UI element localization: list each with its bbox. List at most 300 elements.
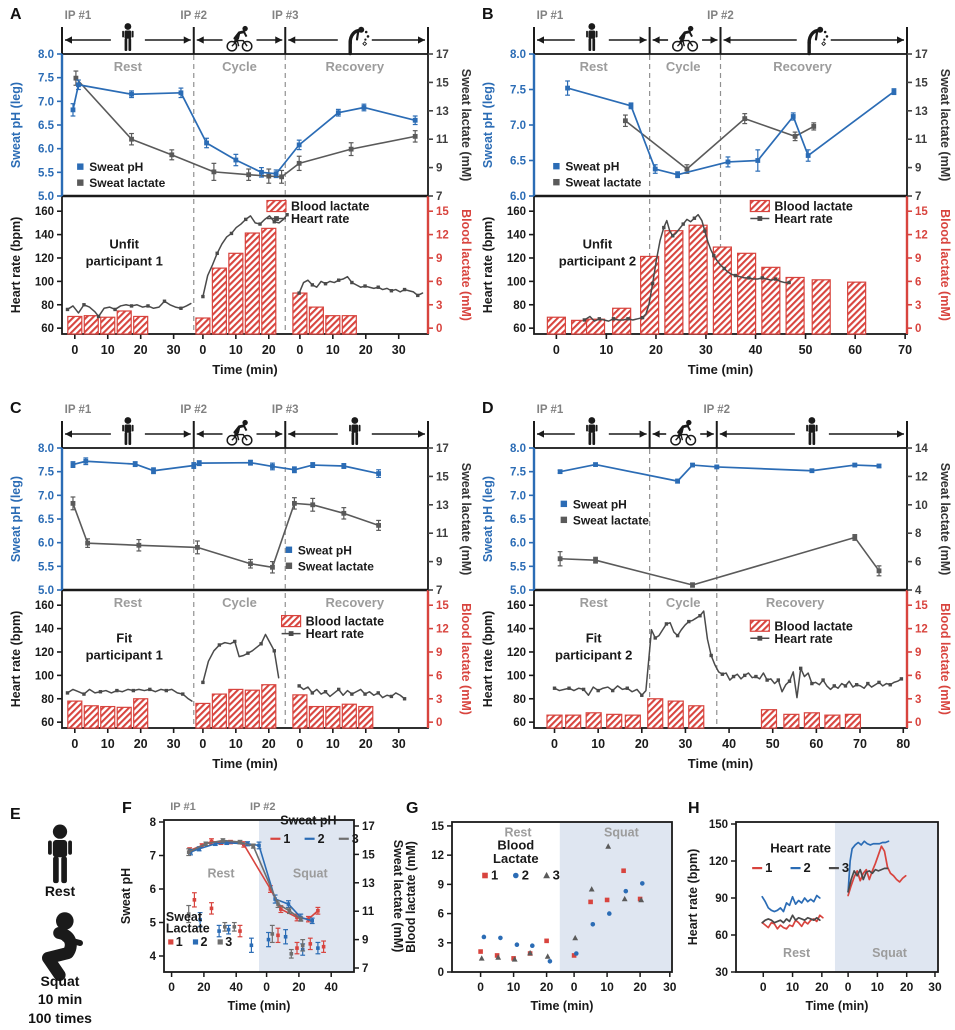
svg-text:Lactate: Lactate: [493, 850, 539, 866]
svg-text:150: 150: [708, 819, 728, 831]
svg-text:80: 80: [513, 299, 526, 312]
svg-text:Recovery: Recovery: [773, 59, 832, 74]
svg-text:Sweat pH: Sweat pH: [119, 867, 133, 925]
svg-text:6: 6: [436, 276, 443, 289]
svg-text:140: 140: [506, 623, 526, 636]
svg-text:3: 3: [351, 831, 359, 846]
svg-text:10: 10: [870, 980, 885, 994]
svg-text:3: 3: [915, 299, 922, 312]
svg-text:12: 12: [915, 623, 928, 636]
svg-text:10: 10: [100, 343, 115, 357]
svg-text:0: 0: [71, 343, 79, 357]
person-icon: [122, 23, 133, 51]
svg-text:8: 8: [149, 817, 156, 829]
rest-label: Rest: [44, 883, 76, 899]
squat-person-icon: [28, 910, 92, 972]
blood-lactate-legend: [482, 837, 560, 882]
sweat-legend: [553, 160, 642, 190]
svg-text:2: 2: [521, 867, 530, 883]
svg-text:9: 9: [436, 162, 443, 175]
svg-text:3: 3: [915, 693, 922, 706]
svg-text:6: 6: [915, 670, 922, 683]
svg-text:13: 13: [436, 105, 449, 118]
svg-text:20: 20: [900, 980, 914, 994]
svg-text:30: 30: [678, 737, 693, 751]
svg-text:Sweat pH (leg): Sweat pH (leg): [9, 81, 23, 169]
panel-c-chart: [6, 400, 473, 790]
svg-text:0: 0: [915, 323, 922, 336]
svg-text:7: 7: [362, 963, 369, 975]
svg-text:Time (min): Time (min): [805, 999, 869, 1013]
panel-a-label: A: [10, 6, 22, 23]
svg-text:9: 9: [437, 879, 444, 892]
panel-d-label: D: [482, 400, 494, 417]
svg-text:Sweat pH: Sweat pH: [565, 159, 620, 174]
svg-text:7.5: 7.5: [38, 72, 54, 85]
cyclist-icon: [227, 420, 252, 445]
svg-text:5.5: 5.5: [510, 561, 526, 574]
svg-text:9: 9: [915, 162, 922, 175]
sweat-ph-series: [558, 462, 882, 483]
svg-text:12: 12: [436, 229, 449, 242]
svg-text:30: 30: [928, 980, 942, 994]
svg-text:IP #1: IP #1: [64, 404, 92, 416]
svg-text:120: 120: [506, 252, 526, 265]
svg-text:Cycle: Cycle: [665, 595, 701, 610]
svg-text:20: 20: [261, 737, 276, 751]
svg-text:20: 20: [261, 343, 276, 357]
svg-text:0: 0: [199, 343, 207, 357]
panel-c: [6, 400, 473, 796]
svg-text:6.5: 6.5: [510, 514, 526, 526]
svg-text:140: 140: [34, 623, 54, 636]
svg-text:Unfit: Unfit: [109, 236, 140, 252]
sweat-legend: [77, 160, 166, 190]
svg-text:0: 0: [296, 343, 304, 357]
svg-text:1: 1: [283, 831, 291, 846]
svg-text:Heart rate: Heart rate: [290, 212, 350, 227]
squat-label-1: Squat: [40, 973, 80, 990]
svg-text:80: 80: [513, 693, 526, 706]
svg-text:5: 5: [149, 917, 156, 930]
participant-label: [559, 237, 636, 269]
bottom-legend: [750, 200, 853, 227]
cyclist-icon: [673, 26, 698, 51]
svg-text:0: 0: [570, 980, 578, 994]
svg-text:Sweat: Sweat: [165, 909, 203, 924]
panel-b-label: B: [482, 6, 494, 23]
participant-label: [86, 631, 163, 663]
svg-text:Sweat pH (leg): Sweat pH (leg): [481, 475, 495, 563]
svg-text:30: 30: [698, 343, 713, 357]
svg-text:7.0: 7.0: [38, 490, 54, 503]
svg-text:IP #1: IP #1: [536, 404, 564, 416]
svg-text:8.0: 8.0: [510, 443, 526, 455]
svg-text:Unfit: Unfit: [582, 236, 613, 252]
svg-text:6.0: 6.0: [38, 537, 54, 550]
svg-text:140: 140: [506, 229, 526, 242]
svg-text:10: 10: [599, 343, 614, 357]
svg-text:9: 9: [915, 252, 922, 265]
bottom-legend: [267, 200, 370, 227]
svg-text:participant 2: participant 2: [558, 253, 637, 269]
svg-text:Sweat lactate (mM): Sweat lactate (mM): [938, 68, 952, 182]
panel-h-label: H: [688, 800, 700, 817]
svg-text:50: 50: [798, 343, 813, 357]
svg-text:20: 20: [633, 980, 647, 994]
svg-text:10: 10: [785, 980, 800, 994]
svg-text:40: 40: [748, 343, 763, 357]
svg-text:10: 10: [325, 737, 340, 751]
svg-text:Blood lactate (mM): Blood lactate (mM): [404, 841, 418, 953]
svg-text:6: 6: [436, 670, 443, 683]
svg-text:8.0: 8.0: [510, 49, 526, 61]
svg-text:0: 0: [263, 980, 270, 994]
svg-text:7.5: 7.5: [510, 466, 526, 479]
person-icon: [586, 417, 597, 445]
svg-text:50: 50: [765, 737, 780, 751]
sweat-legend: [561, 497, 650, 527]
panel-h: [684, 800, 952, 1028]
svg-text:14: 14: [915, 443, 928, 455]
svg-text:IP #1: IP #1: [536, 10, 564, 22]
svg-text:20: 20: [649, 343, 663, 357]
svg-text:5.0: 5.0: [510, 585, 526, 597]
svg-text:Sweat lactate: Sweat lactate: [565, 175, 642, 190]
svg-text:7: 7: [149, 850, 156, 863]
panel-h-chart: [684, 800, 952, 1026]
svg-text:Sweat lactate (mM): Sweat lactate (mM): [391, 839, 405, 953]
protocol-header: [534, 404, 907, 448]
svg-text:2: 2: [803, 860, 811, 876]
svg-text:0: 0: [477, 980, 484, 994]
svg-text:20: 20: [358, 343, 373, 357]
panel-d: [478, 400, 952, 796]
svg-text:Sweat pH: Sweat pH: [572, 497, 627, 512]
svg-text:Recovery: Recovery: [765, 595, 825, 610]
sweat-legend: [286, 543, 375, 573]
svg-text:0: 0: [915, 717, 922, 730]
svg-text:120: 120: [708, 856, 728, 868]
svg-text:13: 13: [915, 105, 928, 118]
person-icon: [349, 417, 360, 445]
person-icon: [122, 417, 133, 445]
top-axes: [481, 49, 952, 203]
svg-text:Blood lactate: Blood lactate: [290, 199, 370, 214]
svg-text:0: 0: [437, 967, 444, 979]
svg-text:7.0: 7.0: [38, 96, 54, 109]
svg-text:20: 20: [815, 980, 829, 994]
svg-text:Recovery: Recovery: [325, 595, 385, 610]
svg-text:5.5: 5.5: [38, 561, 54, 574]
protocol-header: [62, 404, 428, 448]
svg-text:17: 17: [436, 443, 449, 455]
svg-text:Rest: Rest: [579, 59, 608, 74]
panel-f-label: F: [122, 800, 132, 817]
svg-text:7: 7: [436, 585, 443, 597]
svg-text:15: 15: [436, 471, 449, 484]
svg-text:Sweat pH (leg): Sweat pH (leg): [481, 81, 495, 169]
svg-text:20: 20: [539, 980, 554, 994]
svg-text:0: 0: [552, 343, 560, 357]
svg-text:Heart rate (bpm): Heart rate (bpm): [9, 216, 23, 314]
svg-text:Heart rate: Heart rate: [305, 627, 364, 642]
svg-text:0: 0: [199, 737, 207, 751]
svg-text:6.5: 6.5: [510, 155, 526, 168]
svg-text:160: 160: [506, 206, 526, 219]
svg-text:Blood lactate: Blood lactate: [774, 199, 853, 214]
svg-text:Time (min): Time (min): [530, 999, 594, 1013]
svg-text:Time (min): Time (min): [687, 756, 754, 771]
panel-f-chart: [118, 800, 405, 1026]
svg-text:Heart rate: Heart rate: [774, 212, 833, 227]
svg-text:Heart rate (bpm): Heart rate (bpm): [481, 610, 495, 708]
svg-text:20: 20: [197, 980, 211, 994]
panel-d-chart: [478, 400, 952, 790]
svg-text:140: 140: [34, 229, 54, 242]
participant-label: [555, 631, 632, 663]
bottom-axes: [9, 595, 473, 771]
svg-text:30: 30: [166, 343, 181, 357]
svg-text:Recovery: Recovery: [325, 59, 385, 74]
svg-text:100: 100: [34, 276, 54, 289]
svg-text:0: 0: [296, 737, 304, 751]
svg-text:30: 30: [715, 967, 728, 979]
svg-text:Sweat lactate (mM): Sweat lactate (mM): [459, 68, 473, 182]
svg-text:10: 10: [600, 980, 614, 994]
svg-text:Squat: Squat: [292, 866, 328, 881]
svg-text:0: 0: [844, 980, 852, 994]
cyclist-icon: [671, 420, 696, 445]
svg-text:17: 17: [362, 821, 375, 833]
svg-text:participant 2: participant 2: [555, 647, 633, 663]
svg-text:Heart rate (bpm): Heart rate (bpm): [9, 610, 23, 708]
svg-text:Sweat lactate (mM): Sweat lactate (mM): [938, 462, 952, 576]
svg-text:Blood lactate (mM): Blood lactate (mM): [938, 209, 952, 321]
svg-text:8.0: 8.0: [38, 49, 54, 61]
svg-text:Sweat pH: Sweat pH: [297, 543, 352, 558]
panel-f: [118, 800, 405, 1028]
svg-text:0: 0: [436, 323, 443, 336]
cyclist-icon: [227, 26, 252, 51]
svg-text:2: 2: [317, 831, 325, 846]
svg-text:15: 15: [915, 77, 928, 90]
svg-text:10: 10: [100, 737, 115, 751]
svg-text:Rest: Rest: [113, 595, 142, 610]
svg-text:7.0: 7.0: [510, 120, 526, 132]
svg-text:3: 3: [225, 934, 233, 949]
svg-text:IP #3: IP #3: [271, 404, 299, 416]
svg-text:Time (min): Time (min): [212, 756, 278, 771]
svg-text:120: 120: [34, 646, 54, 659]
svg-text:Time (min): Time (min): [687, 362, 754, 377]
svg-text:1: 1: [175, 934, 183, 949]
panel-g: [402, 800, 684, 1028]
svg-text:6.0: 6.0: [38, 143, 54, 156]
svg-text:Sweat pH: Sweat pH: [89, 160, 144, 175]
svg-text:7.5: 7.5: [38, 466, 54, 479]
panel-g-chart: [402, 800, 684, 1026]
svg-text:Squat: Squat: [872, 946, 907, 961]
svg-text:60: 60: [513, 323, 526, 336]
svg-text:Sweat lactate (mM): Sweat lactate (mM): [459, 462, 473, 576]
panel-b: [478, 6, 952, 398]
svg-text:0: 0: [551, 737, 558, 751]
svg-text:15: 15: [431, 820, 444, 833]
svg-text:IP #2: IP #2: [707, 10, 734, 22]
svg-text:80: 80: [41, 299, 54, 312]
plot-frame: [62, 448, 428, 728]
participant-label: [86, 237, 163, 269]
svg-text:Time (min): Time (min): [227, 999, 291, 1013]
svg-text:15: 15: [436, 600, 449, 613]
ip-labels: [170, 801, 275, 813]
svg-text:0: 0: [71, 737, 79, 751]
svg-text:6.5: 6.5: [38, 120, 54, 132]
svg-text:Heart rate: Heart rate: [774, 631, 833, 646]
svg-text:60: 60: [513, 717, 526, 730]
svg-text:5.0: 5.0: [38, 585, 54, 597]
svg-text:Cycle: Cycle: [665, 59, 701, 74]
svg-text:Sweat lactate: Sweat lactate: [89, 176, 166, 191]
svg-text:6.0: 6.0: [510, 537, 526, 550]
svg-text:11: 11: [915, 134, 928, 147]
panel-g-label: G: [406, 800, 419, 817]
svg-text:15: 15: [915, 600, 928, 613]
svg-text:60: 60: [809, 737, 824, 751]
svg-text:70: 70: [853, 737, 867, 751]
svg-text:11: 11: [436, 528, 449, 541]
squat-region: [560, 822, 672, 972]
svg-text:Heart rate (bpm): Heart rate (bpm): [686, 848, 700, 946]
svg-text:IP #1: IP #1: [170, 801, 196, 813]
svg-text:30: 30: [391, 343, 406, 357]
svg-text:1: 1: [765, 860, 773, 876]
svg-text:10: 10: [915, 499, 928, 512]
rest-person-icon: [28, 820, 92, 882]
bottom-legend: [750, 619, 853, 646]
squat-icon: [48, 912, 80, 975]
panel-a-chart: [6, 6, 473, 396]
svg-text:6.5: 6.5: [38, 514, 54, 526]
svg-text:70: 70: [898, 343, 913, 357]
svg-text:8: 8: [915, 528, 922, 541]
svg-text:0: 0: [168, 980, 175, 994]
svg-text:60: 60: [715, 930, 728, 942]
svg-text:40: 40: [324, 980, 338, 994]
svg-text:15: 15: [915, 206, 928, 219]
svg-text:Rest: Rest: [207, 866, 235, 881]
svg-text:100: 100: [34, 670, 54, 683]
svg-text:Fit: Fit: [585, 630, 602, 646]
sweat-lactate-series: [558, 535, 882, 588]
svg-text:IP #1: IP #1: [64, 10, 92, 22]
svg-text:5.0: 5.0: [38, 191, 54, 203]
svg-text:20: 20: [133, 343, 148, 357]
svg-text:Squat: Squat: [604, 825, 639, 840]
svg-text:40: 40: [722, 737, 737, 751]
svg-text:20: 20: [358, 737, 373, 751]
svg-text:Sweat pH (leg): Sweat pH (leg): [9, 475, 23, 563]
svg-text:100: 100: [506, 276, 526, 289]
svg-text:0: 0: [436, 717, 443, 730]
svg-text:20: 20: [634, 737, 649, 751]
svg-text:60: 60: [41, 717, 54, 730]
svg-text:8.0: 8.0: [38, 443, 54, 455]
svg-text:Lactate: Lactate: [165, 921, 210, 936]
svg-text:IP #2: IP #2: [180, 404, 208, 416]
svg-text:Sweat pH: Sweat pH: [280, 813, 337, 828]
svg-text:IP #3: IP #3: [271, 10, 299, 22]
sweat-lactate-legend: [166, 910, 232, 949]
svg-text:17: 17: [915, 49, 928, 61]
squat-label-3: 100 times: [28, 1009, 92, 1026]
recovery-icon: [350, 27, 369, 54]
svg-text:IP #2: IP #2: [180, 10, 208, 22]
svg-text:Heart rate (bpm): Heart rate (bpm): [481, 216, 495, 314]
svg-text:IP #2: IP #2: [703, 404, 731, 416]
panel-a: [6, 6, 473, 398]
svg-text:17: 17: [436, 49, 449, 61]
sweat-ph-series: [71, 458, 381, 477]
svg-text:Sweat lactate: Sweat lactate: [572, 513, 649, 528]
svg-text:Rest: Rest: [504, 825, 532, 840]
svg-text:12: 12: [915, 471, 928, 484]
svg-text:3: 3: [436, 693, 443, 706]
protocol-header: [62, 10, 428, 54]
svg-text:6: 6: [149, 884, 156, 896]
svg-text:3: 3: [437, 937, 444, 950]
svg-text:9: 9: [436, 252, 443, 265]
svg-text:1: 1: [491, 867, 499, 883]
svg-text:6: 6: [915, 276, 922, 289]
svg-text:6.0: 6.0: [510, 191, 526, 203]
svg-text:15: 15: [362, 849, 375, 862]
svg-text:7: 7: [436, 191, 443, 203]
svg-text:Sweat lactate: Sweat lactate: [297, 559, 374, 574]
svg-text:2: 2: [200, 934, 208, 949]
svg-text:Time (min): Time (min): [212, 362, 278, 377]
blood-lactate-bars: [547, 699, 860, 728]
svg-text:9: 9: [436, 556, 443, 569]
svg-text:11: 11: [362, 906, 375, 919]
svg-text:10: 10: [228, 737, 243, 751]
svg-text:Blood lactate (mM): Blood lactate (mM): [938, 603, 952, 715]
svg-text:IP #2: IP #2: [250, 801, 276, 813]
svg-text:10: 10: [506, 980, 521, 994]
svg-text:30: 30: [391, 737, 406, 751]
svg-text:Blood lactate: Blood lactate: [305, 614, 385, 629]
svg-text:5.5: 5.5: [38, 167, 54, 180]
svg-text:15: 15: [436, 77, 449, 90]
panel-e-label: E: [10, 806, 21, 823]
svg-text:9: 9: [436, 646, 443, 659]
person-icon: [586, 23, 597, 51]
svg-text:12: 12: [431, 850, 444, 863]
svg-text:Rest: Rest: [579, 595, 608, 610]
svg-text:11: 11: [436, 134, 449, 147]
svg-text:13: 13: [436, 499, 449, 512]
svg-text:20: 20: [133, 737, 148, 751]
svg-text:80: 80: [41, 693, 54, 706]
svg-text:Rest: Rest: [783, 946, 811, 961]
svg-text:6: 6: [437, 908, 444, 921]
svg-text:9: 9: [362, 934, 369, 947]
svg-text:9: 9: [915, 646, 922, 659]
svg-text:80: 80: [896, 737, 911, 751]
svg-text:7: 7: [915, 191, 922, 203]
panel-b-chart: [478, 6, 952, 396]
